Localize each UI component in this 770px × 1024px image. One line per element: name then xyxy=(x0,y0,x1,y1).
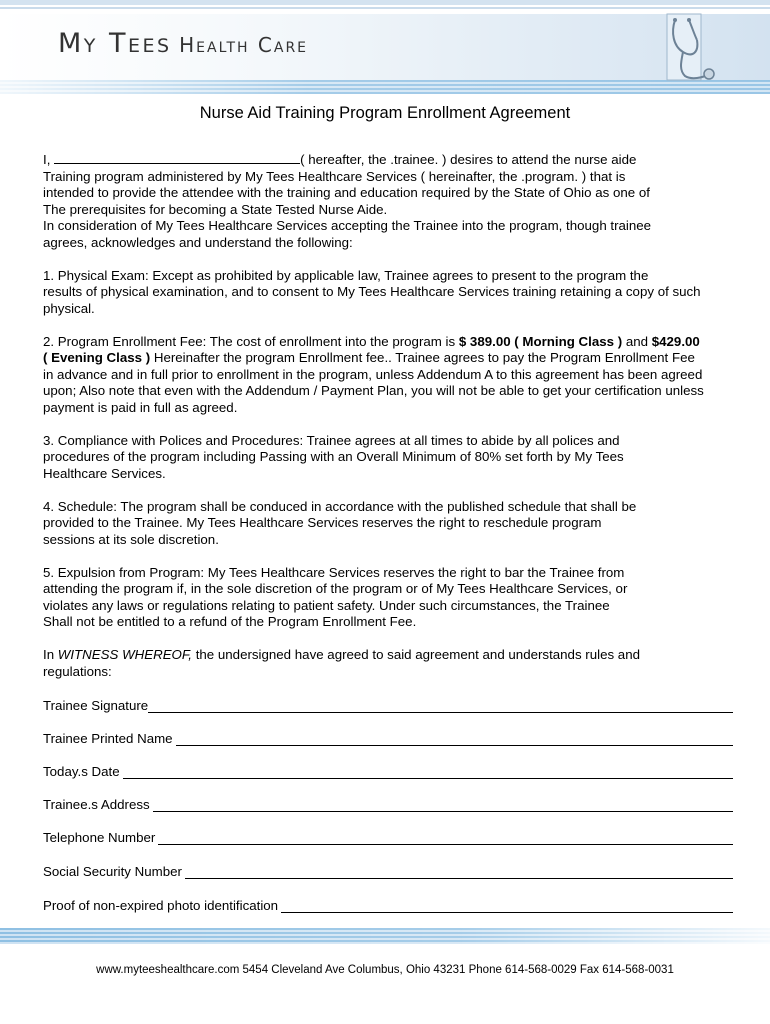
brand-name: My Tees xyxy=(58,28,172,59)
printed-name-field[interactable]: Trainee Printed Name xyxy=(43,731,733,746)
date-field[interactable]: Today.s Date xyxy=(43,764,733,779)
address-field[interactable]: Trainee.s Address xyxy=(43,797,733,812)
morning-fee: $ 389.00 ( Morning Class ) xyxy=(458,333,623,349)
signature-field[interactable]: Trainee Signature xyxy=(43,698,733,713)
ssn-field[interactable]: Social Security Number xyxy=(43,864,733,879)
section-physical-exam: 1. Physical Exam: Except as prohibited by applicable law, Trainee agrees to present to the program the results of physical examination, and to consent to My Tees Healthcare Services training retaining a copy of such physical. xyxy=(43,267,701,316)
agreement-body xyxy=(43,152,743,697)
intro-paragraph: I, ( hereafter, the .trainee. ) desires to attend the nurse aide Training program administered by My Tees Healthcare Services ( hereinafter, the .program. ) that is intended to provide the attendee with the training and education required by the State of Ohio as one of The prerequisites for becoming a State Tested Nurse Aide. In consideration of My Tees Healthcare Services accepting the Trainee into the program, though trainee agrees, acknowledges and understand the following: xyxy=(43,152,652,250)
top-rule-thin xyxy=(0,7,770,9)
photo-id-field[interactable]: Proof of non-expired photo identification xyxy=(43,898,733,913)
telephone-line[interactable] xyxy=(158,832,733,845)
section-enrollment-fee: 2. Program Enrollment Fee: The cost of enrollment into the program is $ 389.00 ( Morning Class ) and $429.00 ( Evening Class ) Hereinafter the program Enrollment fee.. Trainee agrees to pay the Program Enrollment Fee in advance and in full prior to enrollment in the program, unless Addendum A to this agreement has been agreed upon; Also note that even with the Addendum / Payment Plan, you will not be able to get your certification unless payment is paid in full as agreed. xyxy=(43,333,704,415)
brand-tagline: Health Care xyxy=(179,33,309,57)
footer-contact: www.myteeshealthcare.com 5454 Cleveland Ave Columbus, Ohio 43231 Phone 614-568-0029 Fax 614-568-0031 xyxy=(96,964,674,976)
section-schedule: 4. Schedule: The program shall be conduced in accordance with the published schedule that shall be provided to the Trainee. My Tees Healthcare Services reserves the right to reschedule program sessions at its sole discretion. xyxy=(43,498,637,547)
name-blank xyxy=(54,152,300,164)
signature-line[interactable] xyxy=(148,700,733,713)
section-compliance: 3. Compliance with Polices and Procedures: Trainee agrees at all times to abide by all polices and procedures of the program including Passing with an Overall Minimum of 80% set forth by My Tees Healthcare Services. xyxy=(43,432,624,481)
section-expulsion: 5. Expulsion from Program: My Tees Healthcare Services reserves the right to bar the Trainee from attending the program if, in the sole discretion of the program or of My Tees Healthcare Services, or violates any laws or regulations relating to patient safety. Under such circumstances, the Trainee Shall not be entitled to a refund of the Program Enrollment Fee. xyxy=(43,564,628,629)
stethoscope-icon xyxy=(645,12,725,82)
top-rule xyxy=(0,0,770,5)
ssn-line[interactable] xyxy=(185,866,733,879)
document-title: Nurse Aid Training Program Enrollment Agreement xyxy=(199,104,571,122)
evening-fee: $429.00 xyxy=(651,333,700,349)
printed-name-line[interactable] xyxy=(176,733,733,746)
witness-paragraph: In WITNESS WHEREOF, the undersigned have agreed to said agreement and understands rules and regulations: xyxy=(43,647,640,679)
photo-id-line[interactable] xyxy=(281,900,733,913)
telephone-field[interactable]: Telephone Number xyxy=(43,830,733,845)
letterhead xyxy=(0,0,770,96)
date-line[interactable] xyxy=(123,766,733,779)
address-line[interactable] xyxy=(153,799,733,812)
brand-logo xyxy=(58,30,308,57)
